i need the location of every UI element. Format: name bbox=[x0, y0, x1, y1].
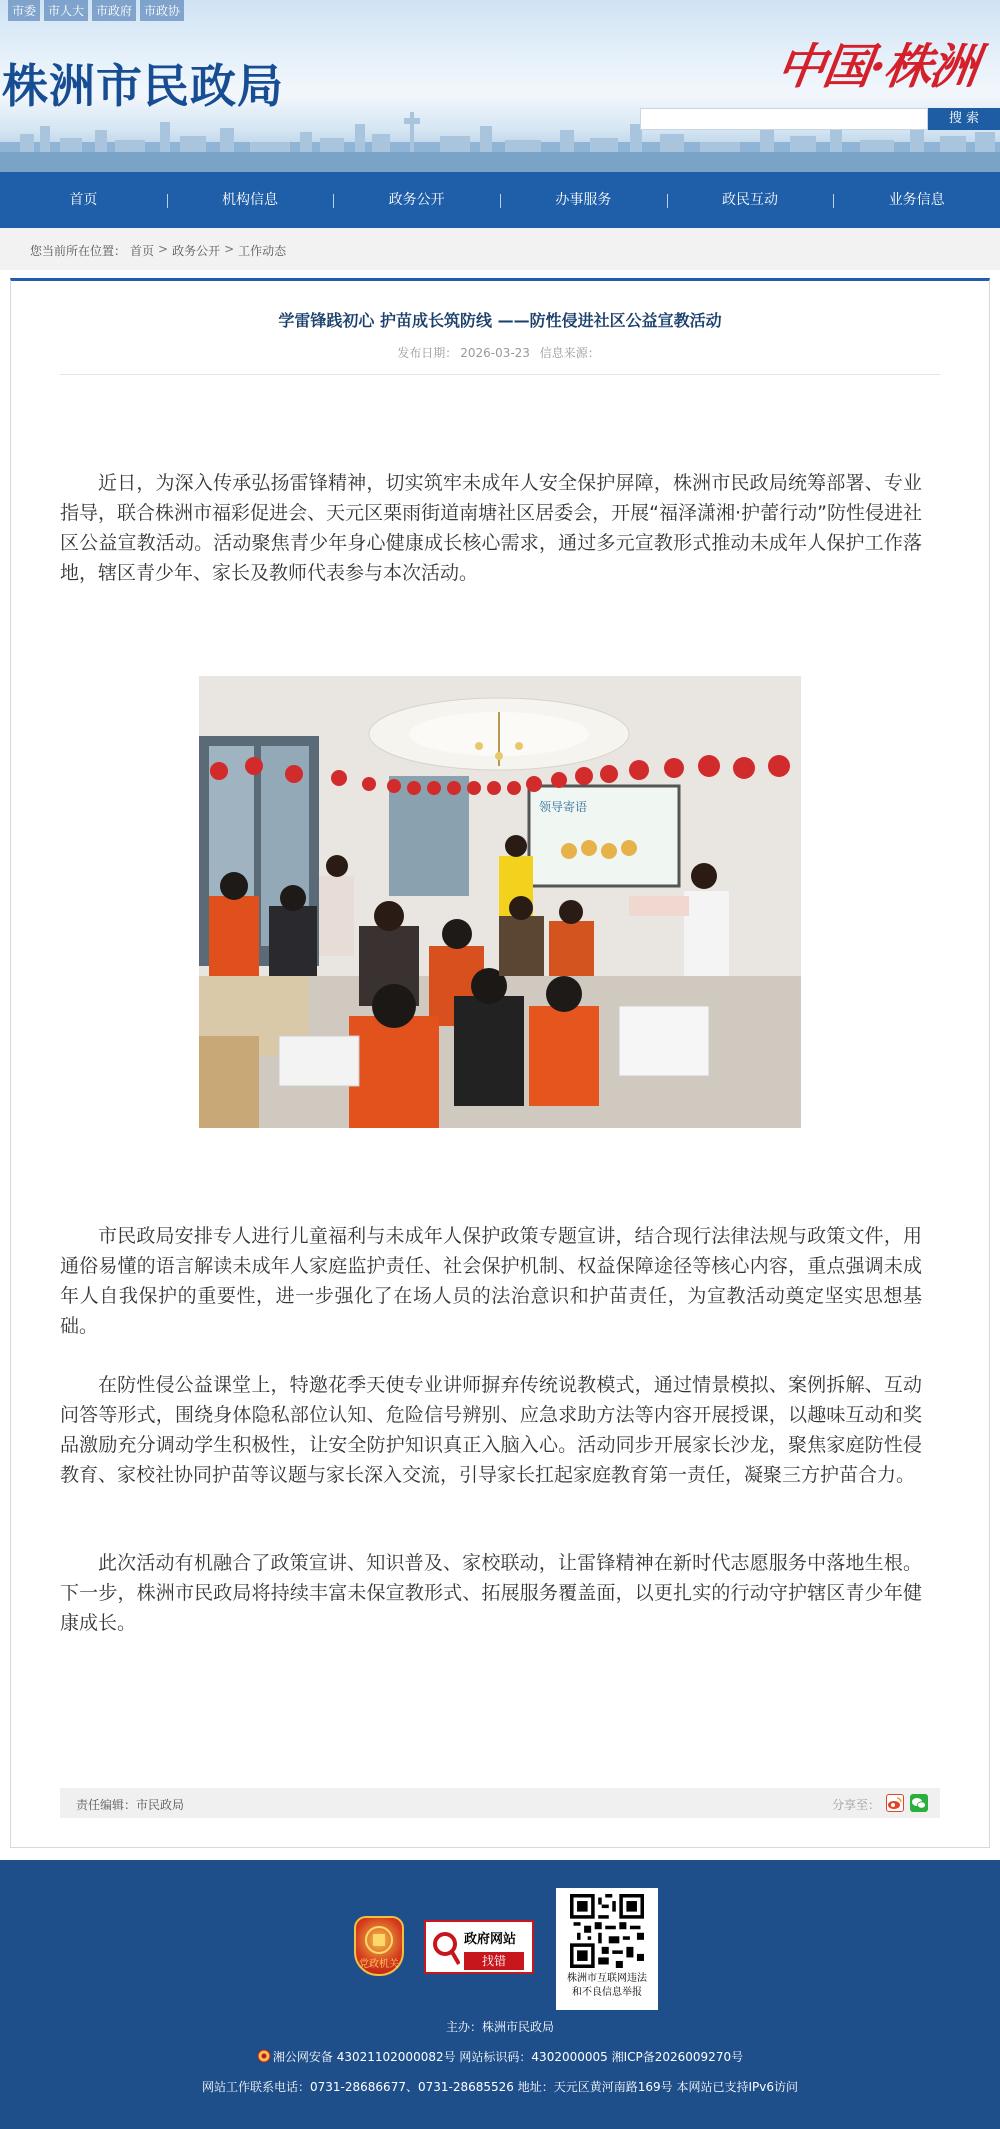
article-footer-bar bbox=[60, 1788, 940, 1818]
editor-name: 市民政局 bbox=[136, 1798, 185, 1812]
search-button[interactable]: 搜 索 bbox=[928, 108, 1000, 130]
source-label: 信息来源： bbox=[539, 346, 600, 360]
article-paragraph-2: 市民政局安排专人进行儿童福利与未成年人保护政策专题宣讲，结合现行法律法规与政策文件，用通俗易懂的语言解读未成年人家庭监护责任、社会保护机制、权益保障途径等核心内容，重点强调未成年人自我保护的重要性，进一步强化了在场人员的法治意识和护苗责任，为宣教活动奠定坚实思想基础。 bbox=[60, 1225, 922, 1337]
editor-label: 责任编辑： bbox=[76, 1798, 137, 1812]
breadcrumb bbox=[30, 242, 286, 259]
police-badge-icon bbox=[257, 2049, 271, 2063]
breadcrumb-item-public-affairs[interactable]: 政务公开 bbox=[172, 244, 221, 258]
main-nav bbox=[0, 172, 1000, 228]
footer-sponsor: 主办：株洲市民政局 bbox=[445, 2020, 554, 2034]
article-paragraph-1: 近日，为深入传承弘扬雷锋精神，切实筑牢未成年人安全保护屏障，株洲市民政局统筹部署、专业指导，联合株洲市福彩促进会、天元区栗雨街道南塘社区居委会，开展“福泽潇湘·护蕾行动”防性侵进社区公益宣教活动。活动聚焦青少年身心健康成长核心需求，通过多元宣教形式推动未成年人保护工作落地，辖区青少年、家长及教师代表参与本次活动。 bbox=[60, 472, 922, 584]
wechat-share-icon[interactable] bbox=[910, 1794, 928, 1812]
qr-code-icon bbox=[570, 1894, 644, 1968]
footer-contact: 网站工作联系电话：0731-28686677、0731-28685526 地址：天元区黄河南路169号 本网站已支持IPv6访问 bbox=[202, 2080, 798, 2094]
footer-record bbox=[0, 2048, 1000, 2065]
nav-item-services[interactable]: 办事服务 bbox=[500, 172, 667, 228]
article-meta bbox=[0, 344, 1000, 361]
gov-site-error-report-badge[interactable] bbox=[424, 1920, 534, 1974]
qr-label-line-2: 和不良信息举报 bbox=[572, 1987, 642, 1998]
top-link-congress[interactable]: 市人大 bbox=[44, 0, 88, 21]
meta-divider bbox=[60, 374, 940, 375]
event-photo-illustration bbox=[199, 676, 801, 1128]
editor-info bbox=[76, 1796, 184, 1813]
article-paragraph-4: 此次活动有机融合了政策宣讲、知识普及、家校联动，让雷锋精神在新时代志愿服务中落地生根。下一步，株洲市民政局将持续丰富未保宣教形式、拓展服务覆盖面，以更扎实的行动守护辖区青少年健康成长。 bbox=[60, 1552, 922, 1634]
breadcrumb-item-home[interactable]: 首页 bbox=[130, 244, 155, 258]
party-government-emblem-icon[interactable] bbox=[354, 1916, 404, 1976]
event-photo bbox=[199, 676, 801, 1128]
qr-label-line-1: 株洲市互联网违法 bbox=[567, 1973, 647, 1984]
date-label: 发布日期： bbox=[397, 346, 458, 360]
top-links-bar bbox=[0, 0, 1000, 20]
gov-badge-title: 政府网站 bbox=[464, 1932, 517, 1947]
top-link-party[interactable]: 市委 bbox=[8, 0, 40, 21]
emblem-text: 党政机关 bbox=[359, 1959, 399, 1970]
share-label: 分享至： bbox=[831, 1798, 880, 1812]
nav-item-public-affairs[interactable]: 政务公开 bbox=[333, 172, 500, 228]
weibo-share-icon[interactable] bbox=[886, 1794, 904, 1812]
site-title: 株洲市民政局 bbox=[2, 59, 284, 113]
article-paragraph-3: 在防性侵公益课堂上，特邀花季天使专业讲师摒弃传统说教模式，通过情景模拟、案例拆解、互动问答等形式，围绕身体隐私部位认知、危险信号辨别、应急求助方法等内容开展授课，以趣味互动和奖品激励充分调动学生积极性，让安全防护知识真正入脑入心。活动同步开展家长沙龙，聚焦家庭防性侵教育、家校社协同护苗等议题与家长深入交流，引导家长扛起家庭教育第一责任，凝聚三方护苗合力。 bbox=[60, 1374, 922, 1486]
footer-record-text[interactable]: 湘公网安备 43021102000082号 网站标识码：4302000005 湘ICP备2026009270号 bbox=[272, 2050, 744, 2064]
breadcrumb-bar bbox=[0, 228, 1000, 270]
city-calligraphy-logo: 中国·株洲 bbox=[773, 39, 981, 95]
screen-text: 领导寄语 bbox=[539, 800, 588, 814]
nav-item-organization[interactable]: 机构信息 bbox=[167, 172, 334, 228]
article-title: 学雷锋践初心 护苗成长筑防线 ——防性侵进社区公益宣教活动 bbox=[278, 311, 722, 330]
site-header bbox=[0, 0, 1000, 172]
gov-badge-action: 找错 bbox=[464, 1952, 524, 1970]
nav-item-business[interactable]: 业务信息 bbox=[833, 172, 1000, 228]
breadcrumb-prefix: 您当前所在位置： bbox=[30, 244, 127, 258]
top-link-cppcc[interactable]: 市政协 bbox=[140, 0, 184, 21]
report-qr-code[interactable] bbox=[556, 1888, 658, 2010]
breadcrumb-separator: > bbox=[158, 242, 169, 256]
magnifier-icon bbox=[432, 1930, 460, 1968]
qr-label bbox=[556, 1972, 658, 2000]
search-input[interactable] bbox=[640, 108, 928, 130]
breadcrumb-separator: > bbox=[224, 242, 235, 256]
top-link-government[interactable]: 市政府 bbox=[92, 0, 136, 21]
nav-item-interaction[interactable]: 政民互动 bbox=[667, 172, 834, 228]
site-footer bbox=[0, 1860, 1000, 2129]
publish-date: 2026-03-23 bbox=[460, 346, 530, 360]
nav-item-home[interactable]: 首页 bbox=[69, 192, 98, 208]
breadcrumb-item-work-news[interactable]: 工作动态 bbox=[238, 244, 287, 258]
